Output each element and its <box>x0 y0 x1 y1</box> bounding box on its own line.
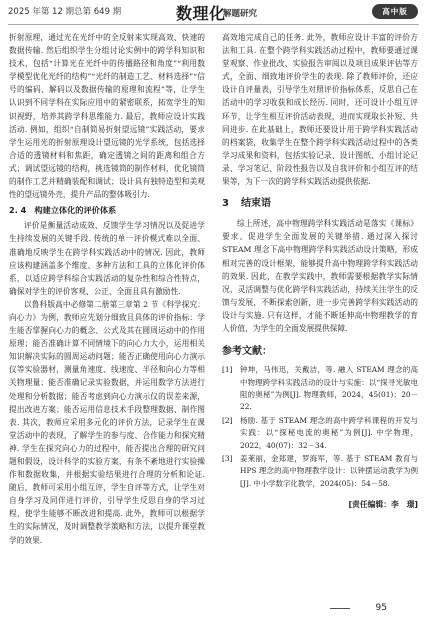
page-number: 95 <box>375 603 387 613</box>
section-heading <box>222 197 418 210</box>
reference-item <box>222 453 418 490</box>
header-rule <box>8 24 419 25</box>
issue-info: 2025 年第 12 期总第 649 期 <box>8 7 122 17</box>
references-heading: 参考文献： <box>222 346 272 358</box>
right-column <box>222 31 418 511</box>
section-title: 结束语 <box>240 198 271 210</box>
reference-item <box>222 364 418 414</box>
references-list <box>222 364 418 490</box>
left-column <box>9 31 205 547</box>
body-paragraph: 折射原理，通过光在光纤中的全反射来实现高效、快速的数据传输. 然后组织学生分组讨论实例中的跨学科知识和技术，包括“计算光在光纤中的传播路径和角度”“利用数学模型优化光纤的结构”“光纤的制造工艺、材料选择”“信号的编码、解码以及数据传输的原理和流程”等，让学生认识到不同学科在实际应用中的紧密联系，拓宽学生的知识视野，培养其跨学科思维能力. 最后，教师应设计实践活动. 例如，组织“自制简易折射望远镜”实践活动，要求学生运用光的折射原理设计望远镜的光学系统，包括选择合适的透镜材料和焦距，确定透镜之间的距离和组合方式；调试望远镜的结构，挑选镜筒的制作材料，优化镜筒的制作工艺并精确装配和调试；设计具有独特造型和美观性的望远镜外壳，提升产品的整体吸引力. <box>9 33 205 200</box>
journal-logo: 高中版 <box>372 4 418 19</box>
body-paragraph: 以鲁科版高中必修第二册第三章第 2 节《科学探究：向心力》为例，教师应先划分细致且具体的评价指标：学生能否掌握向心力的概念、公式及其在圆周运动中的作用原理；能否准确计算不同情境下的向心力大小，运用相关知识解决实际的圆周运动问题；能否正确使用向心力演示仪等实验器材，测量角速度、线速度、半径和向心力等相关物理量；能否准确记录实验数据，并运用数学方法进行处理和分析数据；能否考虑到向心力演示仪的误差来源，提出改进方案；能否运用信息技术手段整理数据、制作图表. 其次，教师应采用多元化的评价方法，记录学生在课堂活动中的表现，了解学生的参与度、合作能力和探究精神. 学生在探究向心力的过程中，能否提出合理的研究问题和假设，设计科学的实验方案，有条不紊地进行实验操作和数据收集，并根据实验结果进行合理的分析和论证. 随后，教师可采用小组互评，学生自评等方式，让学生对自身学习及同伴进行评价，引导学生反思自身的学习过程，使学生能够不断改进和提高. 此外，教师可以根据学生的实际情况，及时调整教学策略和方法，以提升课堂教学的效果. <box>9 299 205 545</box>
body-paragraph: 评价是衡量活动成效、反馈学生学习情况以及促进学生持续发展的关键手段. 传统的单一评价模式难以全面、准确地反映学生在跨学科实践活动中的情况. 因此，教师应该构建涵盖多个维度、多种方法和工具的立体化评价体系，以适应跨学科综合实践活动的复杂性和综合性特点，确保对学生的评价客观、公正、全面且具有激励性. <box>9 221 205 296</box>
reference-number: [1] <box>222 365 233 375</box>
responsible-editor: [责任编辑：李 璟] <box>348 500 418 510</box>
subsection-heading <box>9 204 205 217</box>
page-number-rule <box>330 608 350 609</box>
page-header <box>0 0 427 24</box>
reference-text: 钟坤，马伟迅，关戴洁，等. 融入 STEAM 理念的高中物理跨学科实践活动的设计与实施：以“探寻光敏电阻的奥秘”为例[J]. 物理教师，2024，45(01)：20－22. <box>240 365 418 412</box>
section-number: 3 <box>222 198 229 210</box>
body-paragraph: 高效地完成自己的任务. 此外，教师应设计丰富的评价方法和工具. 在整个跨学科实践活动过程中，教师要通过课堂观察、作业批改、实验报告审阅以及项目成果评估等方式，全面、细致地评价学生的表现. 除了教师评价，还应设计自评量表，引导学生对照评价指标体系，反思自己在活动中的学习收获和成长经历. 同时，还可设计小组互评环节，让学生相互评价活动表现，进而实现取长补短、共同进步. 在此基础上，教师还要设计用于跨学科实践活动的档案袋，收集学生在整个跨学科实践活动过程中的各类学习成果和资料，包括实验记录、设计图纸、小组讨论记录、学习笔记、阶段性报告以及自我评价和小组互评的结果等，为下一次的跨学科实践活动提供依据. <box>222 33 418 187</box>
reference-text: 姜莱丽，金郑建，罗海军，等. 基于 STEAM 教育与 HPS 理念的高中物理教学设计：以钟摆运动教学为例[J]. 中小学数字化教学，2024(05)：54－58. <box>240 454 418 488</box>
reference-number: [2] <box>222 415 233 425</box>
reference-item <box>222 415 418 452</box>
reference-text: 杨励. 基于 STEAM 理念的高中跨学科课程的开发与实践：以“探秘电流的奥秘”为例[J]. 中学物理，2022，40(07)：32－34. <box>240 415 418 450</box>
section-name: 解题研究 <box>223 9 258 19</box>
journal-title: 数理化 <box>176 4 226 23</box>
subsection-title: 构建立体化的评价体系 <box>34 205 117 216</box>
reference-number: [3] <box>222 454 233 463</box>
subsection-number: 2. 4 <box>9 205 27 216</box>
body-paragraph: 综上所述，高中物理跨学科实践活动是落实《课标》要求、促进学生全面发展的关键举措. 通过深入探讨 STEAM 理念下高中物理跨学科实践活动设计策略，形成相对完善的设计框架，能够提升高中物理跨学科实践活动的效果. 因此，在教学实践中，教师需要根据教学实际情况，灵活调整与优化跨学科实践活动，持续关注学生的反馈与发展，不断探索创新，进一步完善跨学科实践活动的设计与实施. 只有这样，才能不断延伸高中物理教学的育人价值，为学生的全面发展提供保障. <box>222 219 418 333</box>
